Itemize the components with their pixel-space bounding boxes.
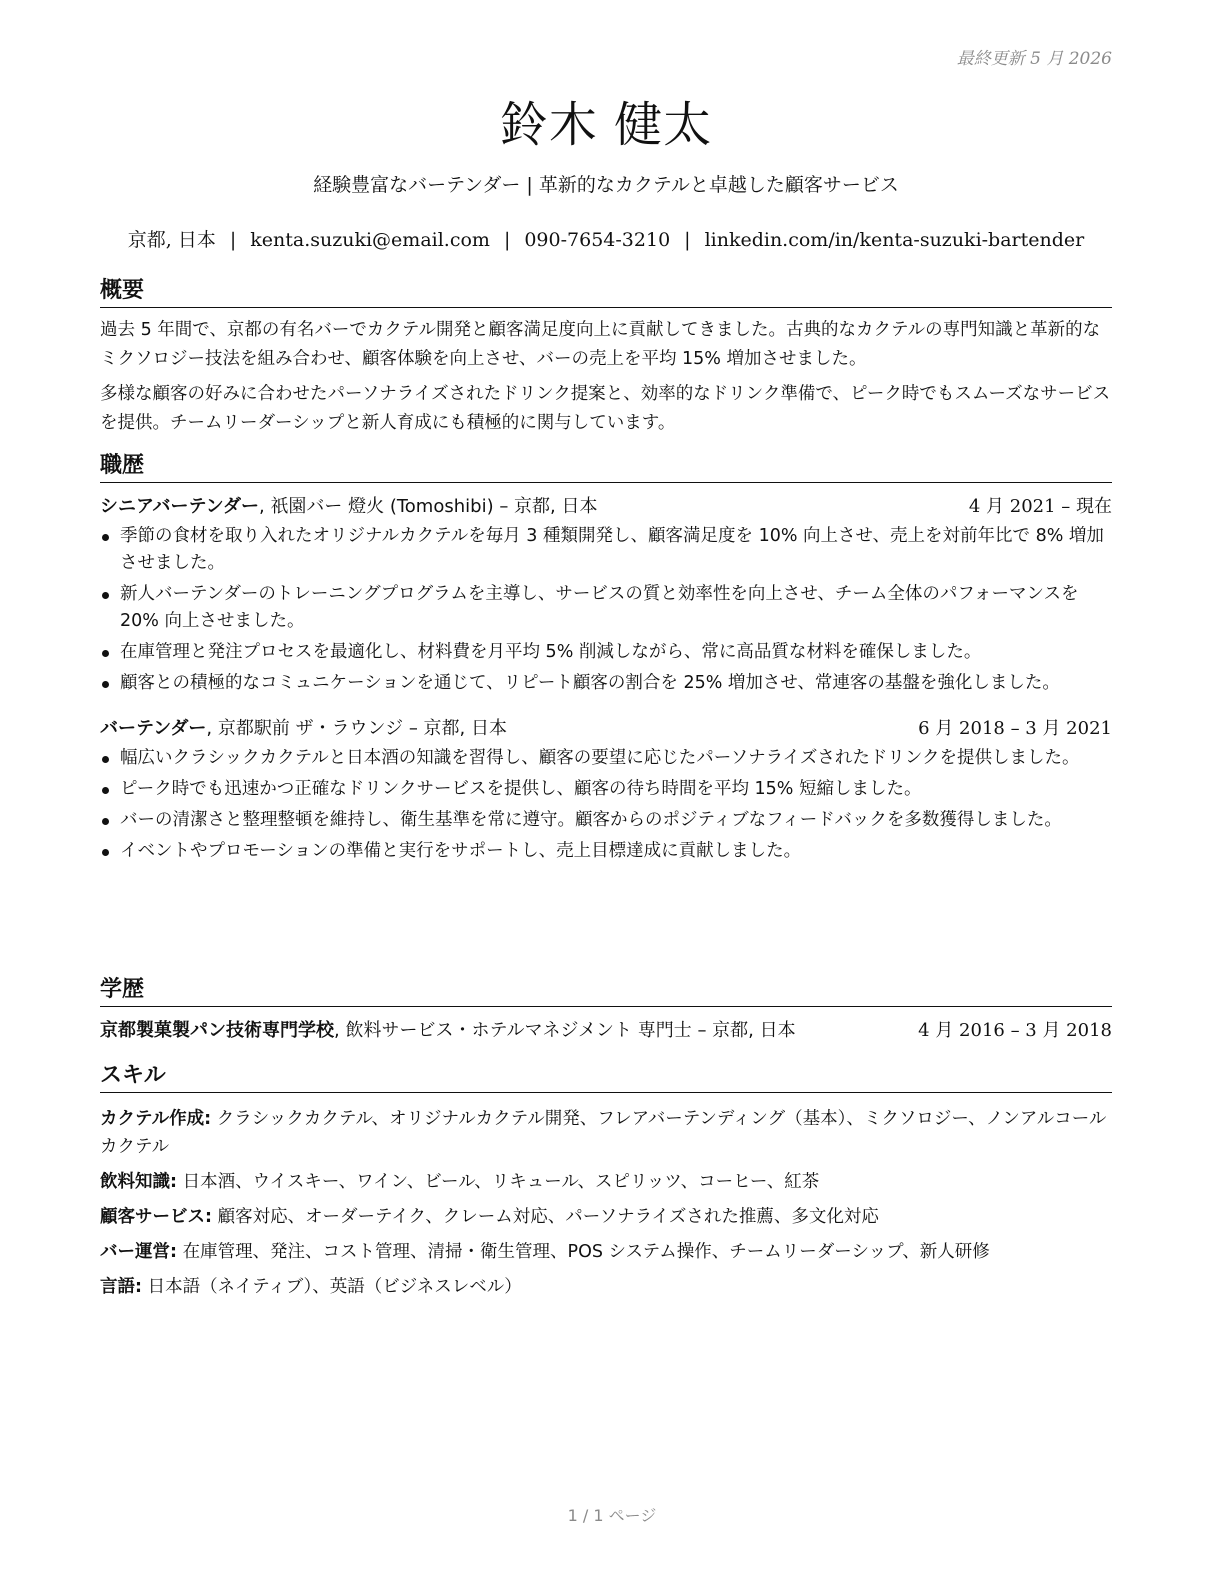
skill-line (100, 1238, 1112, 1266)
skill-line (100, 1203, 1112, 1231)
job-bullet: ピーク時でも迅速かつ正確なドリンクサービスを提供し、顧客の待ち時間を平均 15% 短縮しました。 (100, 776, 1112, 803)
skill-line (100, 1168, 1112, 1196)
job-role: バーテンダー (100, 718, 207, 739)
skill-label: 飲料知識: (100, 1172, 177, 1192)
education-entry (100, 1017, 1112, 1045)
section-title-experience: 職歴 (100, 451, 1112, 483)
education-dates: 4 月 2016 – 3 月 2018 (918, 1020, 1112, 1041)
contact-email[interactable]: kenta.suzuki@email.com (250, 229, 490, 251)
page-number: 1 / 1 ページ (567, 1506, 657, 1525)
job-bullet: バーの清潔さと整理整頓を維持し、衛生基準を常に遵守。顧客からのポジティブなフィードバックを多数獲得しました。 (100, 807, 1112, 834)
job-entry (100, 493, 1112, 697)
job-bullet: 顧客との積極的なコミュニケーションを通じて、リピート顧客の割合を 25% 増加させ、常連客の基盤を強化しました。 (100, 670, 1112, 697)
skill-line (100, 1273, 1112, 1301)
contact-location: 京都, 日本 (127, 229, 216, 251)
candidate-name: 鈴木 健太 (499, 97, 713, 153)
contact-line (100, 225, 1112, 252)
contact-separator: | (229, 229, 237, 251)
job-dates: 4 月 2021 – 現在 (968, 496, 1112, 517)
job-bullets (100, 745, 1112, 865)
contact-linkedin[interactable]: linkedin.com/in/kenta-suzuki-bartender (704, 229, 1085, 251)
education-section (100, 975, 1112, 1045)
skills-list (100, 1105, 1112, 1301)
skill-value: 在庫管理、発注、コスト管理、清掃・衛生管理、POS システム操作、チームリーダーシップ、新人研修 (177, 1242, 990, 1262)
last-updated: 最終更新 5 月 2026 (956, 49, 1112, 69)
contact-separator: | (684, 229, 691, 251)
job-org: , 祇園バー 燈火 (Tomoshibi) – 京都, 日本 (258, 496, 598, 517)
skill-value: 日本酒、ウイスキー、ワイン、ビール、リキュール、スピリッツ、コーヒー、紅茶 (177, 1172, 820, 1192)
headline: 経験豊富なバーテンダー | 革新的なカクテルと卓越した顧客サービス (313, 174, 899, 196)
summary-paragraph: 過去 5 年間で、京都の有名バーでカクテル開発と顧客満足度向上に貢献してきました。古典的なカクテルの専門知識と革新的なミクソロジー技法を組み合わせ、顧客体験を向上させ、バーの売上を平均 15% 増加させました。 (100, 320, 1101, 369)
skill-value: クラシックカクテル、オリジナルカクテル開発、フレアバーテンディング（基本）、ミクソロジー、ノンアルコールカクテル (100, 1109, 1107, 1157)
experience-section (100, 451, 1112, 869)
job-bullet: 季節の食材を取り入れたオリジナルカクテルを毎月 3 種類開発し、顧客満足度を 10% 向上させ、売上を対前年比で 8% 増加させました。 (100, 523, 1112, 577)
job-bullet: イベントやプロモーションの準備と実行をサポートし、売上目標達成に貢献しました。 (100, 838, 1112, 865)
contact-separator: | (503, 229, 511, 251)
skill-value: 日本語（ネイティブ）、英語（ビジネスレベル） (142, 1277, 522, 1297)
job-header (100, 715, 1112, 743)
section-title-education: 学歴 (100, 975, 1112, 1007)
job-org: , 京都駅前 ザ・ラウンジ – 京都, 日本 (206, 718, 507, 739)
section-title-skills: スキル (100, 1061, 1112, 1093)
job-header (100, 493, 1112, 521)
education-detail: , 飲料サービス・ホテルマネジメント 専門士 – 京都, 日本 (334, 1020, 796, 1041)
summary-paragraph: 多様な顧客の好みに合わせたパーソナライズされたドリンク提案と、効率的なドリンク準備で、ピーク時でもスムーズなサービスを提供。チームリーダーシップと新人育成にも積極的に関与しています。 (100, 384, 1111, 433)
job-dates: 6 月 2018 – 3 月 2021 (918, 718, 1112, 739)
education-school: 京都製菓製パン技術専門学校 (100, 1020, 334, 1041)
skill-label: 言語: (100, 1277, 142, 1297)
job-entry (100, 715, 1112, 865)
skills-section (100, 1061, 1112, 1308)
resume-page (100, 0, 1112, 1584)
skill-line (100, 1105, 1112, 1161)
skill-label: 顧客サービス: (100, 1207, 212, 1227)
section-title-summary: 概要 (100, 276, 1112, 308)
job-bullet: 新人バーテンダーのトレーニングプログラムを主導し、サービスの質と効率性を向上させ、チーム全体のパフォーマンスを 20% 向上させました。 (100, 581, 1112, 635)
contact-phone[interactable]: 090-7654-3210 (524, 229, 671, 251)
job-bullet: 在庫管理と発注プロセスを最適化し、材料費を月平均 5% 削減しながら、常に高品質な材料を確保しました。 (100, 639, 1112, 666)
skill-label: カクテル作成: (100, 1109, 212, 1129)
job-role: シニアバーテンダー (100, 496, 259, 517)
summary-section (100, 276, 1112, 438)
skill-value: 顧客対応、オーダーテイク、クレーム対応、パーソナライズされた推薦、多文化対応 (212, 1207, 879, 1227)
job-bullets (100, 523, 1112, 697)
job-bullet: 幅広いクラシックカクテルと日本酒の知識を習得し、顧客の要望に応じたパーソナライズされたドリンクを提供しました。 (100, 745, 1112, 772)
skill-label: バー運営: (100, 1242, 177, 1262)
